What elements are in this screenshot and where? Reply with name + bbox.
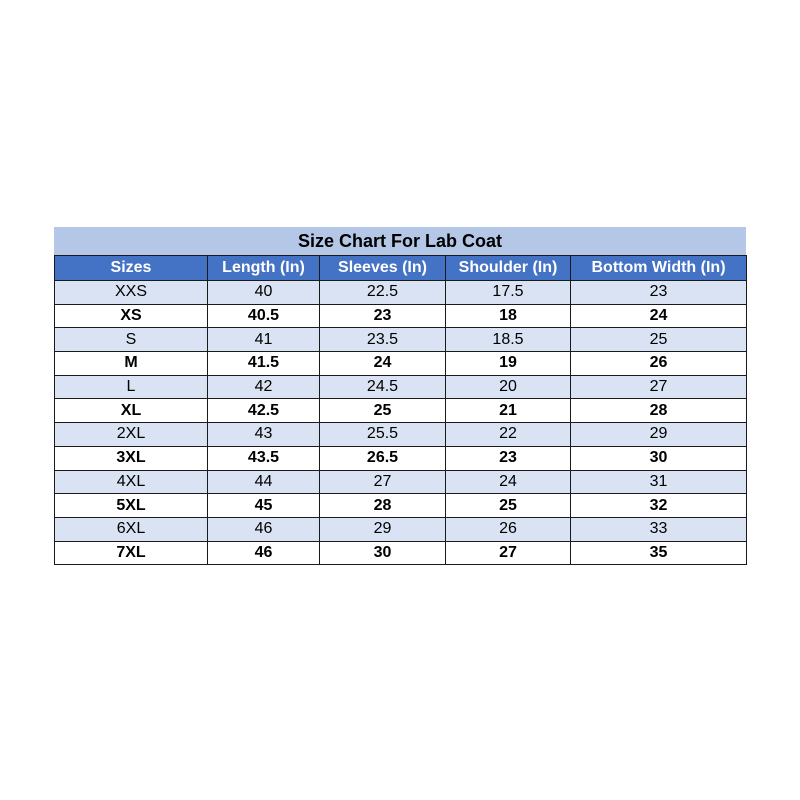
table-row — [55, 470, 747, 494]
sleeves-cell: 28 — [320, 494, 446, 518]
bottom-width-cell: 31 — [571, 470, 747, 494]
size-chart — [54, 227, 746, 565]
bottom-width-cell: 23 — [571, 281, 747, 305]
size-cell: L — [55, 375, 208, 399]
sleeves-cell: 24.5 — [320, 375, 446, 399]
header-sizes: Sizes — [55, 256, 208, 281]
size-cell: 7XL — [55, 541, 208, 565]
length-cell: 41 — [208, 328, 320, 352]
header-bottom-width: Bottom Width (In) — [571, 256, 747, 281]
length-cell: 40.5 — [208, 304, 320, 328]
sleeves-cell: 24 — [320, 352, 446, 376]
length-cell: 45 — [208, 494, 320, 518]
shoulder-cell: 25 — [446, 494, 571, 518]
sleeves-cell: 25.5 — [320, 423, 446, 447]
bottom-width-cell: 28 — [571, 399, 747, 423]
bottom-width-cell: 24 — [571, 304, 747, 328]
table-row — [55, 304, 747, 328]
shoulder-cell: 18.5 — [446, 328, 571, 352]
table-row — [55, 328, 747, 352]
size-cell: 2XL — [55, 423, 208, 447]
table-row — [55, 352, 747, 376]
size-cell: M — [55, 352, 208, 376]
shoulder-cell: 19 — [446, 352, 571, 376]
bottom-width-cell: 26 — [571, 352, 747, 376]
shoulder-cell: 26 — [446, 517, 571, 541]
table-row — [55, 423, 747, 447]
table-row — [55, 281, 747, 305]
shoulder-cell: 27 — [446, 541, 571, 565]
bottom-width-cell: 30 — [571, 446, 747, 470]
shoulder-cell: 20 — [446, 375, 571, 399]
table-row — [55, 399, 747, 423]
size-cell: S — [55, 328, 208, 352]
length-cell: 40 — [208, 281, 320, 305]
table-row — [55, 517, 747, 541]
size-cell: XXS — [55, 281, 208, 305]
sleeves-cell: 23 — [320, 304, 446, 328]
length-cell: 43 — [208, 423, 320, 447]
size-cell: XL — [55, 399, 208, 423]
shoulder-cell: 17.5 — [446, 281, 571, 305]
length-cell: 46 — [208, 517, 320, 541]
sleeves-cell: 26.5 — [320, 446, 446, 470]
shoulder-cell: 23 — [446, 446, 571, 470]
length-cell: 43.5 — [208, 446, 320, 470]
size-cell: 6XL — [55, 517, 208, 541]
bottom-width-cell: 27 — [571, 375, 747, 399]
shoulder-cell: 21 — [446, 399, 571, 423]
table-body — [55, 281, 747, 565]
header-sleeves: Sleeves (In) — [320, 256, 446, 281]
sleeves-cell: 25 — [320, 399, 446, 423]
bottom-width-cell: 33 — [571, 517, 747, 541]
sleeves-cell: 29 — [320, 517, 446, 541]
length-cell: 42.5 — [208, 399, 320, 423]
bottom-width-cell: 25 — [571, 328, 747, 352]
table-row — [55, 494, 747, 518]
header-shoulder: Shoulder (In) — [446, 256, 571, 281]
length-cell: 42 — [208, 375, 320, 399]
chart-title: Size Chart For Lab Coat — [54, 227, 746, 255]
table-row — [55, 375, 747, 399]
sleeves-cell: 22.5 — [320, 281, 446, 305]
table-row — [55, 541, 747, 565]
length-cell: 44 — [208, 470, 320, 494]
size-table — [54, 255, 747, 565]
length-cell: 41.5 — [208, 352, 320, 376]
sleeves-cell: 23.5 — [320, 328, 446, 352]
size-cell: 5XL — [55, 494, 208, 518]
shoulder-cell: 18 — [446, 304, 571, 328]
sleeves-cell: 27 — [320, 470, 446, 494]
bottom-width-cell: 35 — [571, 541, 747, 565]
header-length: Length (In) — [208, 256, 320, 281]
size-cell: XS — [55, 304, 208, 328]
sleeves-cell: 30 — [320, 541, 446, 565]
table-row — [55, 446, 747, 470]
bottom-width-cell: 29 — [571, 423, 747, 447]
bottom-width-cell: 32 — [571, 494, 747, 518]
shoulder-cell: 24 — [446, 470, 571, 494]
length-cell: 46 — [208, 541, 320, 565]
shoulder-cell: 22 — [446, 423, 571, 447]
size-cell: 4XL — [55, 470, 208, 494]
size-cell: 3XL — [55, 446, 208, 470]
header-row — [55, 256, 747, 281]
